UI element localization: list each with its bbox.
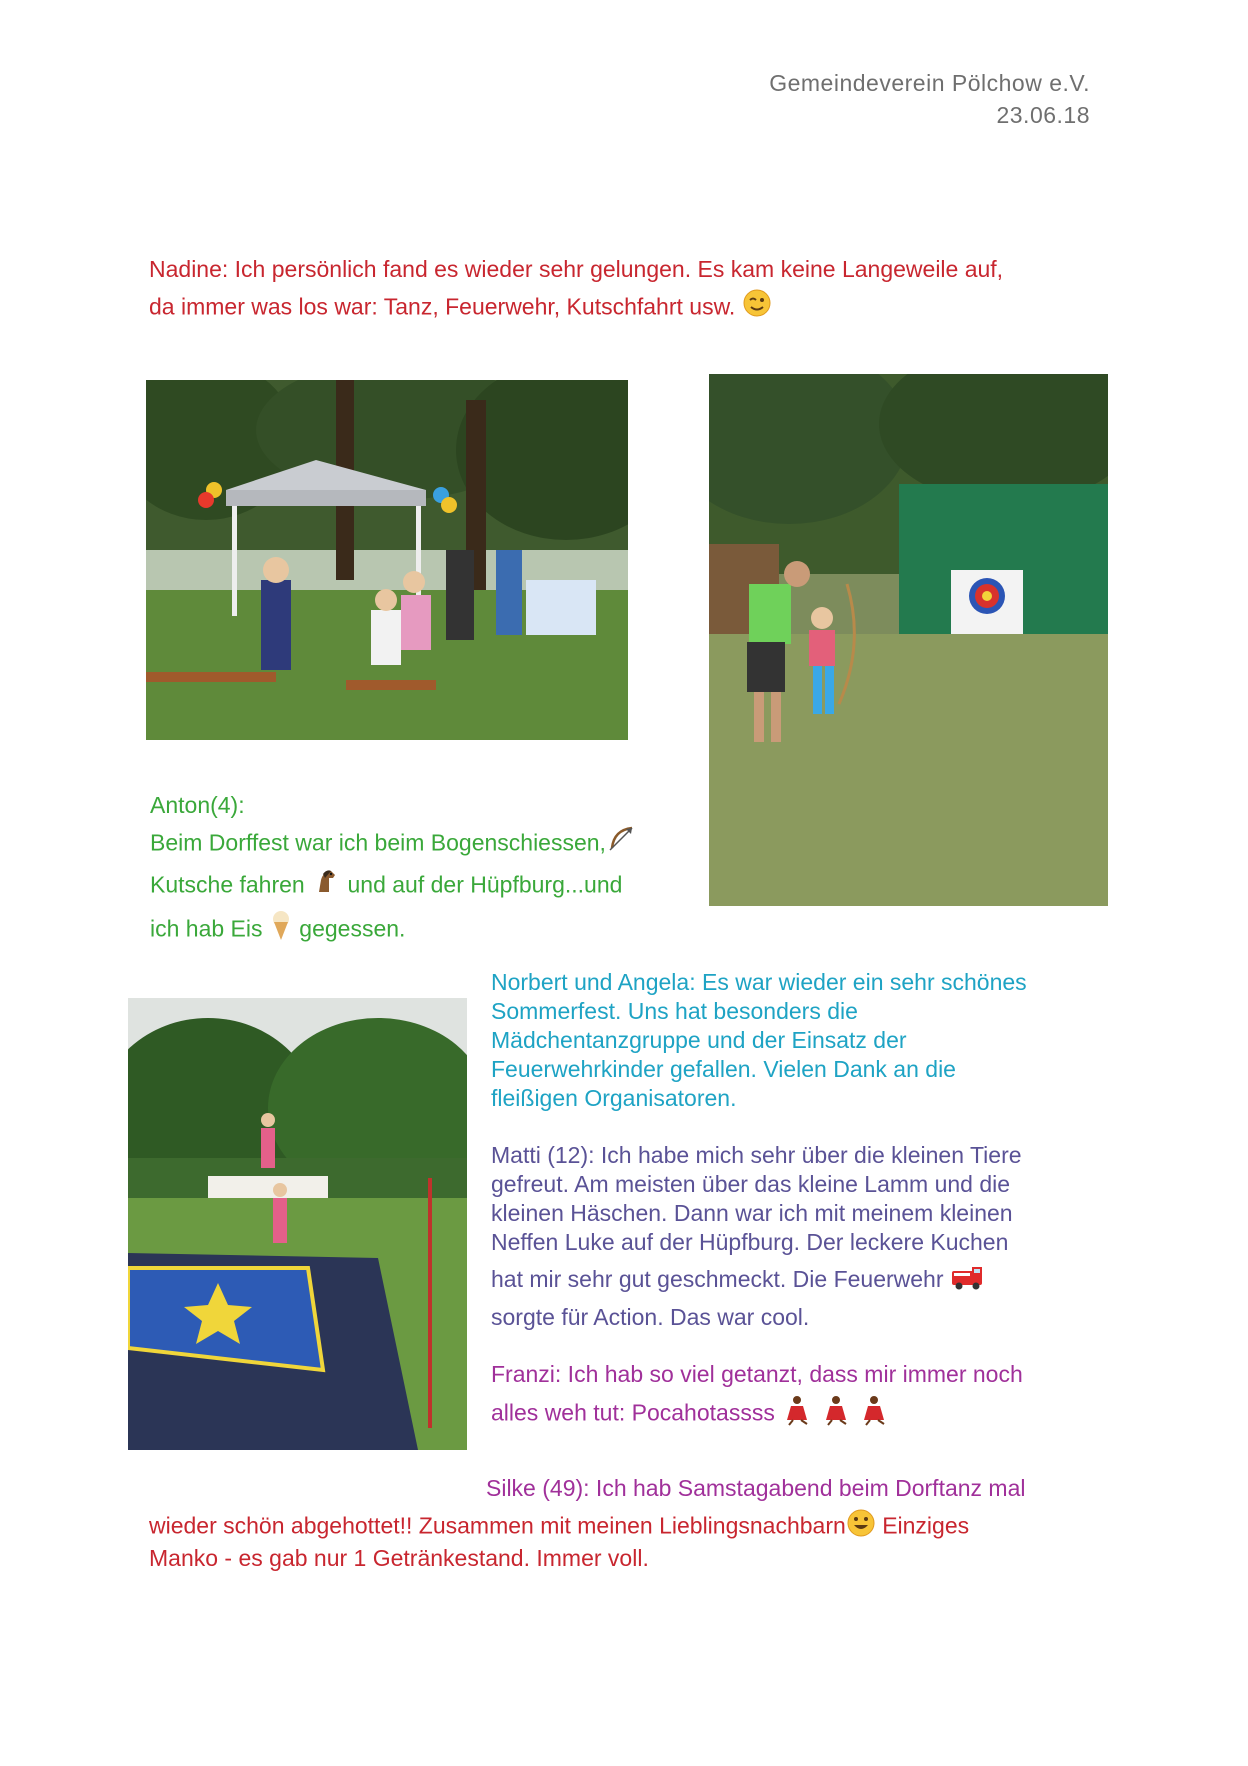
- nadine-line-2: [149, 288, 772, 329]
- ice-cream-icon: [269, 909, 293, 952]
- anton-line-3b: und auf der Hüpfburg...und: [347, 871, 623, 898]
- silke-line-1: Silke (49): Ich hab Samstagabend beim Dorftanz mal: [486, 1475, 1026, 1501]
- matti-line-6: sorgte für Action. Das war cool.: [491, 1304, 810, 1330]
- franzi-line-2-text: alles weh tut: Pocahotassss: [491, 1399, 775, 1426]
- matti-line-1: Matti (12): Ich habe mich sehr über die kleinen Tiere: [491, 1142, 1022, 1168]
- dancer-icon: [820, 1394, 852, 1435]
- matti-line-2: gefreut. Am meisten über das kleine Lamm und die: [491, 1171, 1011, 1197]
- anton-line-4a: ich hab Eis: [150, 915, 263, 942]
- silke-line-3: Manko - es gab nur 1 Getränkestand. Immer voll.: [149, 1545, 649, 1571]
- photo-archery: [709, 374, 1108, 906]
- anton-line-4b: gegessen.: [299, 915, 406, 942]
- franzi-line-2: [491, 1394, 890, 1435]
- norbert-line-3: Mädchentanzgruppe und der Einsatz der: [491, 1027, 907, 1053]
- norbert-line-5: fleißigen Organisatoren.: [491, 1085, 737, 1111]
- winking-face-icon: [742, 288, 772, 329]
- bow-and-arrow-icon: [606, 824, 636, 865]
- anton-line-2: [150, 824, 636, 865]
- silke-line-2b: Einziges: [882, 1512, 970, 1539]
- matti-line-4: Neffen Luke auf der Hüpfburg. Der leckere Kuchen: [491, 1229, 1009, 1255]
- photo-festival-tent: [146, 380, 628, 740]
- franzi-line-1: Franzi: Ich hab so viel getanzt, dass mir immer noch: [491, 1361, 1023, 1387]
- norbert-line-2: Sommerfest. Uns hat besonders die: [491, 998, 858, 1024]
- norbert-line-4: Feuerwehrkinder gefallen. Vielen Dank an die: [491, 1056, 956, 1082]
- matti-line-5-text: hat mir sehr gut geschmeckt. Die Feuerwehr: [491, 1266, 944, 1293]
- fire-engine-icon: [950, 1263, 984, 1299]
- anton-line-4: [150, 909, 405, 952]
- dancer-icon: [858, 1394, 890, 1435]
- nadine-line-1: Nadine: Ich persönlich fand es wieder sehr gelungen. Es kam keine Langeweile auf,: [149, 256, 1004, 282]
- matti-line-5: [491, 1263, 984, 1299]
- photo-star-mat: [128, 998, 467, 1450]
- norbert-line-1: Norbert und Angela: Es war wieder ein sehr schönes: [491, 969, 1027, 995]
- silke-line-2-text: wieder schön abgehottet!! Zusammen mit meinen Lieblingsnachbarn: [149, 1512, 846, 1539]
- matti-line-3: kleinen Häschen. Dann war ich mit meinem kleinen: [491, 1200, 1013, 1226]
- anton-line-3a: Kutsche fahren: [150, 871, 305, 898]
- nadine-line-2-text: da immer was los war: Tanz, Feuerwehr, Kutschfahrt usw.: [149, 293, 736, 320]
- anton-line-1: Anton(4):: [150, 792, 245, 818]
- anton-line-3: [150, 866, 622, 907]
- horse-icon: [311, 866, 341, 907]
- smiling-face-icon: [846, 1508, 876, 1547]
- org-name: Gemeindeverein Pölchow e.V.: [769, 70, 1090, 96]
- anton-line-2-text: Beim Dorffest war ich beim Bogenschiessen,: [150, 829, 606, 856]
- dancer-icon: [781, 1394, 813, 1435]
- date: 23.06.18: [996, 102, 1090, 128]
